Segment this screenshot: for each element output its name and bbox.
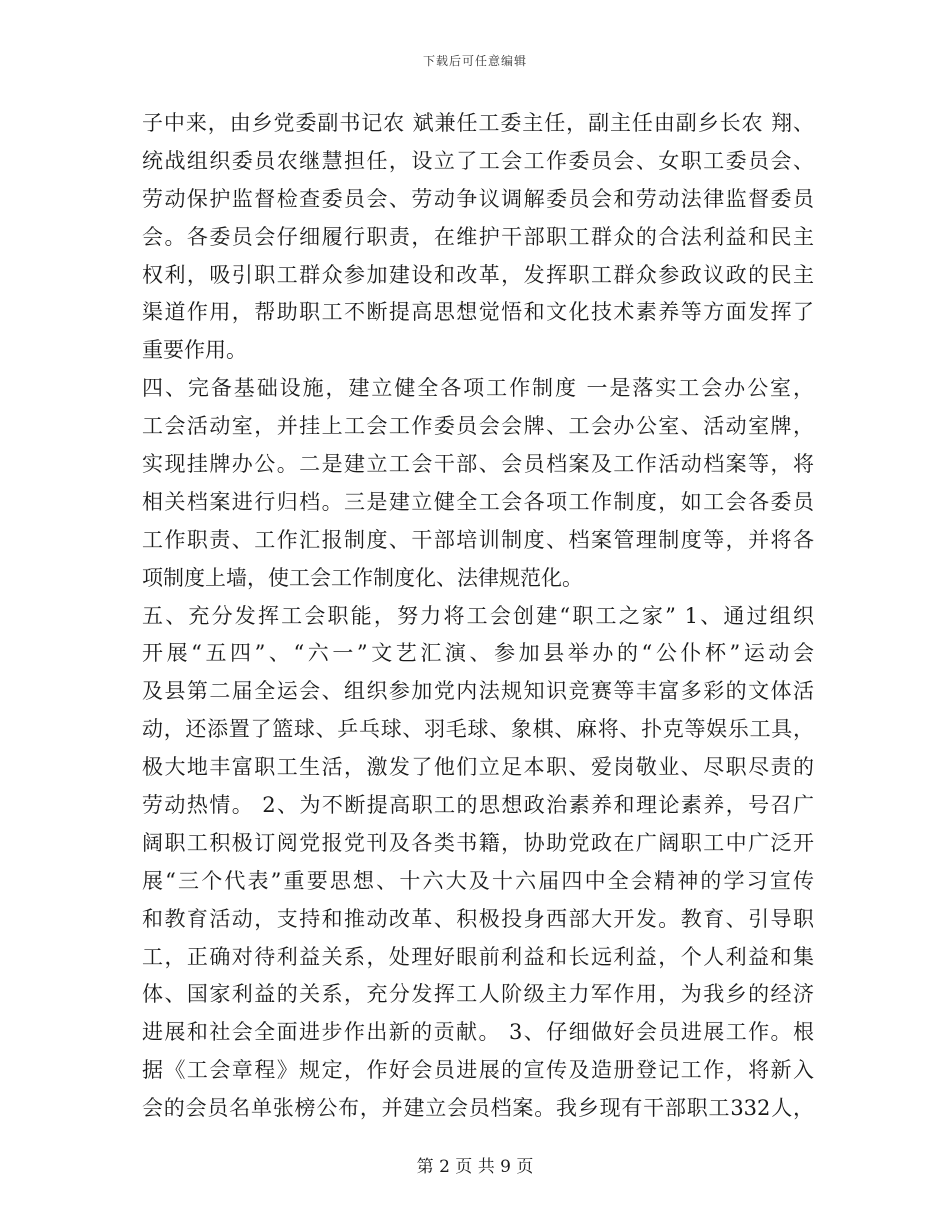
text-line: 展“三个代表”重要思想、十六大及十六届四中全会精神的学习宣传 [142, 868, 814, 893]
text-line: 权利，吸引职工群众参加建设和改革，发挥职工群众参政议政的民主 [142, 262, 814, 287]
text-line: 会的会员名单张榜公布，并建立会员档案。我乡现有干部职工332人， [142, 1096, 814, 1121]
text-line: 实现挂牌办公。二是建立工会干部、会员档案及工作活动档案等，将 [142, 452, 814, 477]
text-line: 重要作用。 [142, 338, 247, 363]
page-header-note: 下载后可任意编辑 [422, 54, 527, 68]
text-line: 极大地丰富职工生活，激发了他们立足本职、爱岗敬业、尽职尽责的 [142, 755, 814, 780]
text-line: 工作职责、工作汇报制度、干部培训制度、档案管理制度等，并将各 [142, 527, 814, 552]
text-line: 统战组织委员农继慧担任，设立了工会工作委员会、女职工委员会、 [142, 148, 814, 173]
text-line: 体、国家利益的关系，充分发挥工人阶级主力军作用，为我乡的经济 [142, 982, 814, 1007]
text-line: 子中来，由乡党委副书记农 斌兼任工委主任，副主任由副乡长农 翔、 [142, 111, 814, 135]
text-line: 据《工会章程》规定，作好会员进展的宣传及造册登记工作，将新入 [142, 1058, 814, 1083]
text-line: 阔职工积极订阅党报党刊及各类书籍，协助党政在广阔职工中广泛开 [142, 830, 814, 855]
text-line: 劳动热情。 2、为不断提高职工的思想政治素养和理论素养，号召广 [142, 793, 814, 818]
text-line: 进展和社会全面进步作出新的贡献。 3、仔细做好会员进展工作。根 [142, 1020, 814, 1045]
text-line: 工，正确对待利益关系，处理好眼前利益和长远利益，个人利益和集 [142, 944, 814, 969]
text-line: 会。各委员会仔细履行职责，在维护干部职工群众的合法利益和民主 [142, 224, 814, 249]
text-line: 开展“五四”、“六一”文艺汇演、参加县举办的“公仆杯”运动会 [142, 641, 814, 666]
text-line: 工会活动室，并挂上工会工作委员会会牌、工会办公室、活动室牌， [142, 414, 814, 439]
text-line: 渠道作用，帮助职工不断提高思想觉悟和文化技术素养等方面发挥了 [142, 300, 814, 325]
document-body [142, 105, 814, 1128]
text-line: 及县第二届全运会、组织参加党内法规知识竞赛等丰富多彩的文体活 [142, 679, 814, 704]
text-line: 和教育活动，支持和推动改革、积极投身西部大开发。教育、引导职 [142, 906, 814, 931]
text-line: 项制度上墙，使工会工作制度化、法律规范化。 [142, 565, 583, 590]
text-line: 相关档案进行归档。三是建立健全工会各项工作制度，如工会各委员 [142, 489, 814, 514]
page-number: 第 2 页 共 9 页 [416, 1157, 534, 1177]
text-line: 四、完备基础设施，建立健全各项工作制度 一是落实工会办公室， [142, 376, 814, 401]
text-line: 动，还添置了篮球、乒乓球、羽毛球、象棋、麻将、扑克等娱乐工具， [142, 717, 814, 742]
text-line: 五、充分发挥工会职能，努力将工会创建“职工之家” 1、通过组织 [142, 603, 814, 628]
text-line: 劳动保护监督检查委员会、劳动争议调解委员会和劳动法律监督委员 [142, 186, 814, 211]
